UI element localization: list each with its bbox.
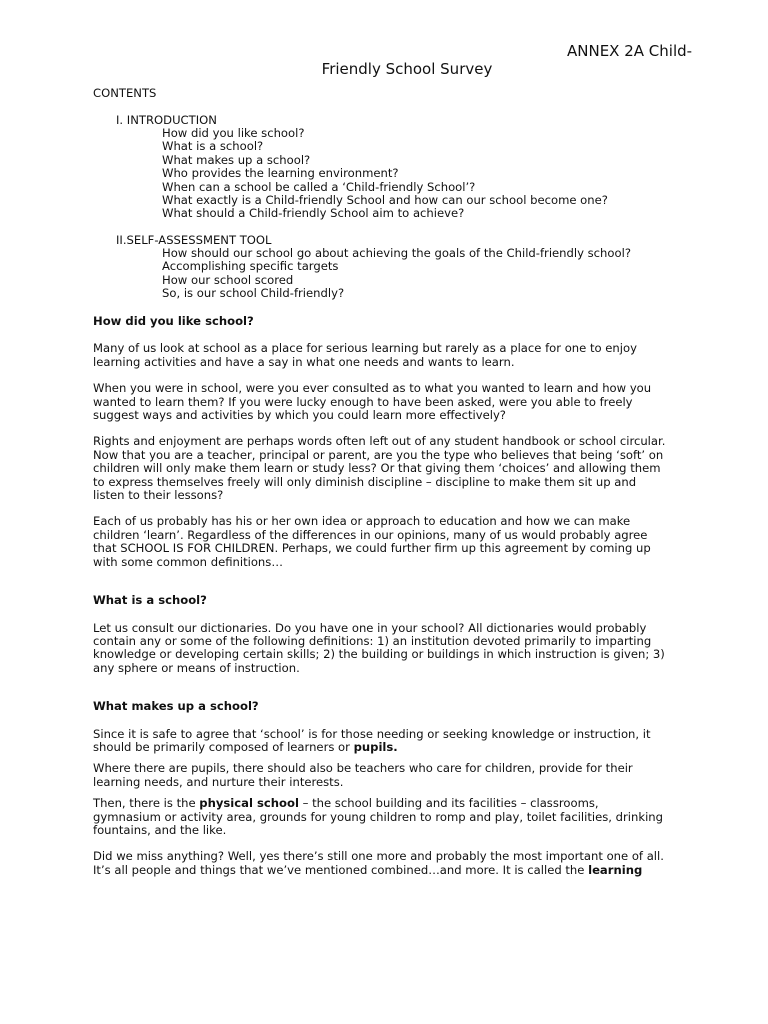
paragraph-text: Then, there is the xyxy=(93,796,200,811)
toc-item: What exactly is a Child-friendly School and how can our school become one? xyxy=(162,193,608,208)
toc-item: Who provides the learning environment? xyxy=(162,166,399,181)
bold-term: learning xyxy=(588,862,643,877)
paragraph-text: – the school building and its facilities – classrooms, gymnasium or activity area, grounds for young children to romp and play, toilet facilities, drinking fountains, and the like. xyxy=(93,796,664,837)
paragraph: When you were in school, were you ever consulted as to what you wanted to learn and how you wanted to learn them? If you were lucky enough to have been asked, were you able to freely suggest ways and activities by which you could learn more effectively? xyxy=(93,381,652,423)
paragraph xyxy=(93,728,683,755)
document-body xyxy=(93,315,683,890)
toc-item: Accomplishing specific targets xyxy=(162,259,339,274)
toc-item: How did you like school? xyxy=(162,126,305,140)
document-title: Friendly School Survey xyxy=(321,60,493,78)
toc-introduction-list xyxy=(162,127,608,221)
toc-item: So, is our school Child-friendly? xyxy=(162,286,345,301)
section-heading: What makes up a school? xyxy=(93,699,259,714)
toc-item: How should our school go about achieving the goals of the Child-friendly school? xyxy=(162,246,631,260)
paragraph: Let us consult our dictionaries. Do you have one in your school? All dictionaries would probably contain any or some of the following definitions: 1) an institution devoted primarily to imparting knowledge or developing certain skills; 2) the building or buildings in which instruction is given; 3) any sphere or means of instruction. xyxy=(93,620,665,675)
paragraph: Many of us look at school as a place for serious learning but rarely as a place for one to enjoy learning activities and have a say in what one needs and wants to learn. xyxy=(93,341,637,369)
toc-section-introduction: I. INTRODUCTION xyxy=(116,113,217,127)
toc-section-self-assessment: II.SELF-ASSESSMENT TOOL xyxy=(116,233,272,247)
toc-item: How our school scored xyxy=(162,272,294,287)
paragraph-text: Since it is safe to agree that ‘school’ is for those needing or seeking knowledge or instruction, it should be primarily composed of learners or xyxy=(93,726,651,754)
section-heading: How did you like school? xyxy=(93,314,254,328)
paragraph: Where there are pupils, there should also be teachers who care for children, provide for their learning needs, and nurture their interests. xyxy=(93,761,633,789)
toc-item: When can a school be called a ‘Child-friendly School’? xyxy=(162,179,476,194)
contents-heading: CONTENTS xyxy=(93,86,157,100)
toc-item: What should a Child-friendly School aim to achieve? xyxy=(162,206,465,221)
toc-self-assessment-list xyxy=(162,247,631,301)
bold-term: pupils. xyxy=(353,739,398,754)
paragraph: Each of us probably has his or her own idea or approach to education and how we can make children ‘learn’. Regardless of the differences in our opinions, many of us would probably agree that SCHOOL IS FOR CHILDREN. Perhaps, we could further firm up this agreement by coming up with some common definitions… xyxy=(93,514,651,569)
paragraph xyxy=(93,850,683,877)
paragraph xyxy=(93,797,683,837)
annex-label: ANNEX 2A Child- xyxy=(567,42,693,60)
paragraph-text: Did we miss anything? Well, yes there’s still one more and probably the most important one of all. It’s all people and things that we’ve mentioned combined…and more. It is called the xyxy=(93,849,664,877)
toc-item: What makes up a school? xyxy=(162,152,311,167)
toc-item: What is a school? xyxy=(162,139,264,154)
paragraph: Rights and enjoyment are perhaps words often left out of any student handbook or school circular. Now that you are a teacher, principal or parent, are you the type who believes that being ‘soft’ on children will only make them learn or study less? Or that giving them ‘choices’ and allowing them to express themselves freely will only diminish discipline – discipline to make them sit up and listen to their lessons? xyxy=(93,434,666,503)
bold-term: physical school xyxy=(199,796,299,811)
section-heading: What is a school? xyxy=(93,593,207,608)
